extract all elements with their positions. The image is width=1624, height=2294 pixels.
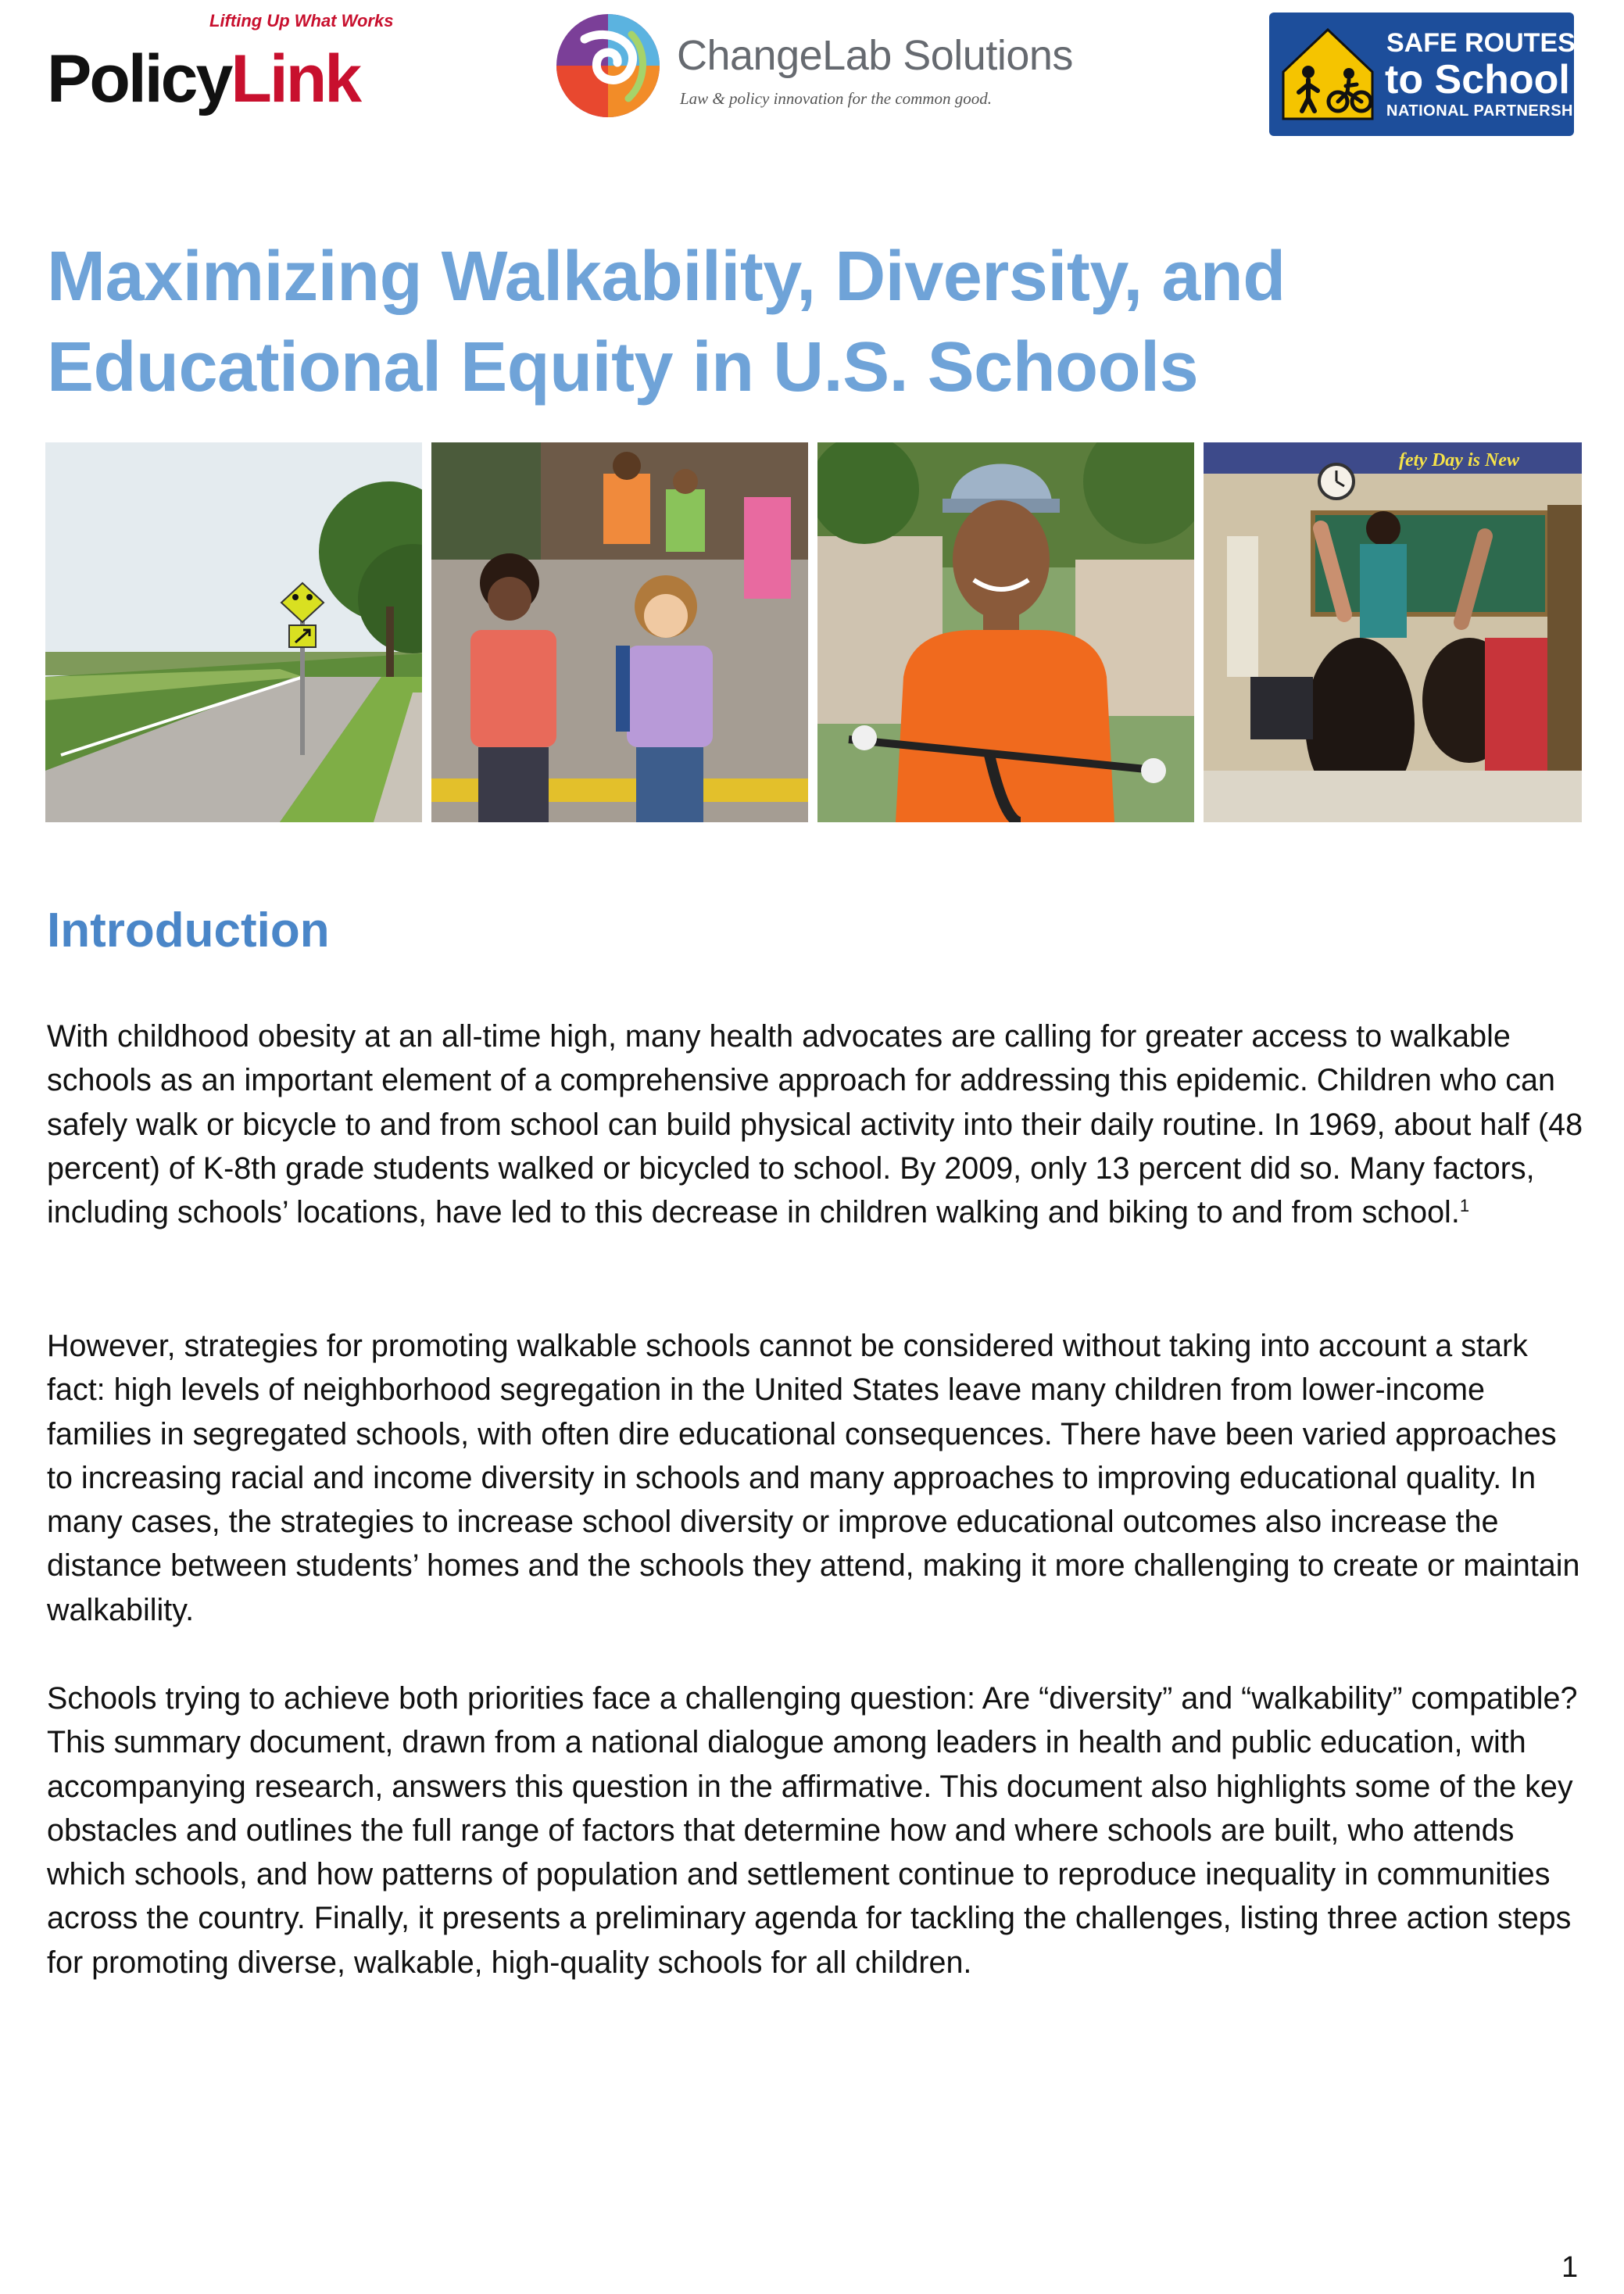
safe-routes-logo — [1269, 13, 1589, 136]
classroom-photo — [1204, 442, 1582, 822]
footnote-marker: 1 — [1459, 1196, 1470, 1216]
changelab-swirl-icon — [553, 11, 663, 120]
school-crossing-sign-icon — [1280, 27, 1375, 122]
policylink-wordmark: PolicyLink — [47, 41, 360, 116]
safe-routes-line3: NATIONAL PARTNERSHIP — [1386, 102, 1589, 120]
changelab-logo — [553, 11, 1073, 120]
document-title: Maximizing Walkability, Diversity, and Educational Equity in U.S. Schools — [47, 238, 1286, 406]
changelab-name: ChangeLab Solutions — [677, 32, 1073, 79]
girl-on-bicycle-photo — [817, 442, 1194, 822]
paragraph-text: However, strategies for promoting walkable schools cannot be considered without taking into account a stark fact: high levels of neighborhood segregation in the United States leave many children from lower-income families in segregated schools, with often dire educational consequences. There have been varied approaches to increasing racial and income diversity in schools and many approaches to improving educational quality. In many cases, the strategies to increase school diversity or improve educational outcomes also increase the distance between students’ homes and the schools they attend, making it more challenging to create or maintain walkability. — [47, 1329, 1580, 1627]
policylink-tagline: Lifting Up What Works — [209, 11, 394, 30]
paragraph-text: Schools trying to achieve both priorities face a challenging question: Are “diversity” and “walkability” compatible? This summary document, drawn from a national dialogue among leaders in health and public education, with accompanying research, answers this question in the affirmative. This document also highlights some of the key obstacles and outlines the full range of factors that determine how and where schools are built, who attends which schools, and how patterns of population and settlement continue to reproduce inequality in communities across the country. Finally, it presents a preliminary agenda for tackling the challenges, listing three action steps for promoting diverse, walkable, high-quality schools for all children. — [47, 1681, 1578, 1980]
intro-paragraph-2 — [47, 1324, 1585, 1632]
section-heading: Introduction — [47, 904, 330, 957]
safe-routes-line1: SAFE ROUTES — [1386, 28, 1576, 58]
changelab-subtitle: Law & policy innovation for the common good. — [680, 89, 992, 108]
school-zone-road-photo — [45, 442, 422, 822]
intro-paragraph-3 — [47, 1677, 1585, 1984]
safe-routes-line2: to School — [1385, 57, 1570, 102]
policylink-logo — [47, 11, 394, 128]
children-walking-photo — [431, 442, 808, 822]
page-number: 1 — [1561, 2251, 1579, 2284]
intro-paragraph-1 — [47, 1015, 1585, 1234]
classroom-banner-text: fety Day is New — [1399, 450, 1519, 471]
paragraph-text: With childhood obesity at an all-time high, many health advocates are calling for greater access to walkable schools as an important element of a comprehensive approach for addressing this epidemic. Children who can safely walk or bicycle to and from school can build physical activity into their daily routine. In 1969, about half (48 percent) of K-8th grade students walked or bicycled to school. By 2009, only 13 percent did so. Many factors, including schools’ locations, have led to this decrease in children walking and biking to and from school. — [47, 1019, 1583, 1230]
